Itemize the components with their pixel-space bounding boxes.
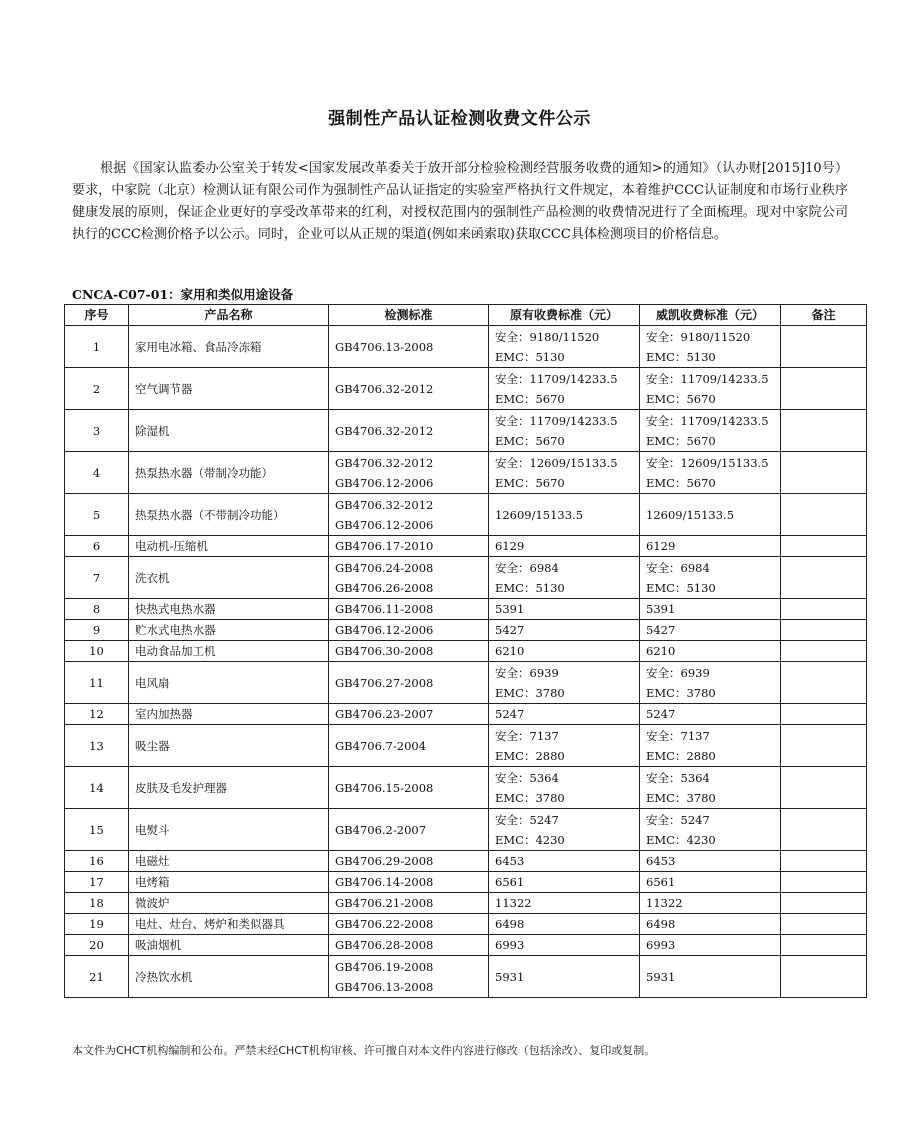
footer-notice: 本文件为CHCT机构编制和公布。严禁未经CHCT机构审核、许可擅自对本文件内容进行修改（包括涂改）、复印或复制。 [72,1044,656,1057]
table-row [65,620,867,641]
test-standard-line: GB4706.32-2012 [335,381,434,396]
weikai-fee [640,557,781,599]
original-fee-line: 安全：12609/15133.5 [495,455,618,470]
note [781,893,867,914]
test-standard-line: GB4706.29-2008 [335,854,434,868]
original-fee-line: EMC：5670 [495,391,565,406]
weikai-fee-line: 5247 [646,707,676,721]
original-fee-line: EMC：5130 [495,580,565,595]
table-row [65,662,867,704]
note [781,536,867,557]
test-standard [329,725,489,767]
header-original-fee: 原有收费标准（元） [489,305,640,326]
product-name: 除湿机 [129,410,329,452]
test-standard-line: GB4706.12-2006 [335,475,434,490]
weikai-fee-line: 安全：9180/11520 [646,329,751,344]
weikai-fee-line: 12609/15133.5 [646,507,735,522]
row-number: 21 [65,956,129,998]
test-standard-line: GB4706.24-2008 [335,560,434,575]
original-fee [489,767,640,809]
test-standard [329,893,489,914]
note [781,914,867,935]
test-standard-line: GB4706.21-2008 [335,896,434,910]
product-name: 洗衣机 [129,557,329,599]
table-row [65,893,867,914]
test-standard [329,557,489,599]
weikai-fee-line: 安全：11709/14233.5 [646,371,769,386]
weikai-fee-line: EMC：5670 [646,433,716,448]
test-standard-line: GB4706.28-2008 [335,938,434,952]
product-name: 电灶、灶台、烤炉和类似器具 [129,914,329,935]
table-row [65,872,867,893]
table-row [65,326,867,368]
original-fee-line: EMC：3780 [495,790,565,805]
test-standard-line: GB4706.30-2008 [335,644,434,658]
weikai-fee-line: 11322 [646,896,683,910]
original-fee [489,557,640,599]
weikai-fee-line: 安全：7137 [646,728,710,743]
weikai-fee-line: 5931 [646,969,676,984]
test-standard [329,956,489,998]
original-fee-line: 12609/15133.5 [495,507,584,522]
weikai-fee-line: 安全：6939 [646,665,710,680]
weikai-fee [640,809,781,851]
weikai-fee [640,326,781,368]
test-standard [329,536,489,557]
test-standard-line: GB4706.22-2008 [335,917,434,931]
table-row [65,599,867,620]
weikai-fee [640,935,781,956]
note [781,410,867,452]
test-standard [329,662,489,704]
row-number: 5 [65,494,129,536]
product-name: 冷热饮水机 [129,956,329,998]
test-standard [329,368,489,410]
weikai-fee-line: EMC：2880 [646,748,716,763]
note [781,620,867,641]
product-name: 电烤箱 [129,872,329,893]
original-fee [489,956,640,998]
table-row [65,536,867,557]
weikai-fee [640,620,781,641]
table-row [65,767,867,809]
original-fee-line: EMC：5670 [495,433,565,448]
row-number: 3 [65,410,129,452]
original-fee [489,662,640,704]
weikai-fee [640,767,781,809]
original-fee [489,935,640,956]
note [781,809,867,851]
weikai-fee [640,536,781,557]
original-fee-line: 安全：5247 [495,812,559,827]
weikai-fee [640,452,781,494]
test-standard [329,704,489,725]
table-row [65,557,867,599]
product-name: 热泵热水器（不带制冷功能） [129,494,329,536]
note [781,557,867,599]
row-number: 12 [65,704,129,725]
table-row [65,494,867,536]
original-fee-line: 6498 [495,917,525,931]
test-standard-line: GB4706.32-2012 [335,455,434,470]
table-row [65,410,867,452]
test-standard-line: GB4706.2-2007 [335,822,427,837]
row-number: 6 [65,536,129,557]
original-fee-line: 5391 [495,602,525,616]
test-standard [329,851,489,872]
header-weikai-fee: 威凯收费标准（元） [640,305,781,326]
original-fee-line: 6453 [495,854,525,868]
table-row [65,641,867,662]
row-number: 1 [65,326,129,368]
original-fee [489,641,640,662]
product-name: 皮肤及毛发护理器 [129,767,329,809]
product-name: 空气调节器 [129,368,329,410]
test-standard-line: GB4706.7-2004 [335,738,427,753]
row-number: 14 [65,767,129,809]
product-name: 电动机-压缩机 [129,536,329,557]
note [781,452,867,494]
weikai-fee [640,872,781,893]
weikai-fee-line: EMC：3780 [646,790,716,805]
original-fee-line: EMC：5130 [495,349,565,364]
original-fee [489,704,640,725]
weikai-fee-line: 6129 [646,539,676,553]
test-standard-line: GB4706.27-2008 [335,675,434,690]
product-name: 家用电冰箱、食品冷冻箱 [129,326,329,368]
original-fee-line: 安全：11709/14233.5 [495,371,618,386]
original-fee-line: 安全：5364 [495,770,559,785]
test-standard-line: GB4706.32-2012 [335,497,434,512]
weikai-fee [640,704,781,725]
weikai-fee-line: 6453 [646,854,676,868]
row-number: 10 [65,641,129,662]
note [781,704,867,725]
weikai-fee-line: EMC：5130 [646,349,716,364]
test-standard [329,620,489,641]
test-standard-line: GB4706.13-2008 [335,339,434,354]
original-fee [489,872,640,893]
table-row [65,809,867,851]
row-number: 16 [65,851,129,872]
original-fee [489,851,640,872]
test-standard-line: GB4706.13-2008 [335,979,434,994]
original-fee [489,599,640,620]
note [781,368,867,410]
test-standard [329,872,489,893]
row-number: 4 [65,452,129,494]
weikai-fee-line: EMC：3780 [646,685,716,700]
test-standard-line: GB4706.12-2006 [335,623,434,637]
row-number: 19 [65,914,129,935]
table-row [65,452,867,494]
test-standard [329,767,489,809]
original-fee [489,494,640,536]
weikai-fee-line: EMC：5670 [646,391,716,406]
test-standard-line: GB4706.15-2008 [335,780,434,795]
test-standard-line: GB4706.11-2008 [335,602,434,616]
original-fee-line: 安全：9180/11520 [495,329,600,344]
test-standard-line: GB4706.32-2012 [335,423,434,438]
test-standard [329,410,489,452]
header-no: 序号 [65,305,129,326]
header-note: 备注 [781,305,867,326]
original-fee [489,893,640,914]
test-standard-line: GB4706.26-2008 [335,580,434,595]
product-name: 电磁灶 [129,851,329,872]
original-fee-line: 5247 [495,707,525,721]
test-standard [329,494,489,536]
weikai-fee [640,725,781,767]
table-row [65,935,867,956]
table-header-row [65,305,867,326]
product-name: 吸尘器 [129,725,329,767]
original-fee-line: EMC：3780 [495,685,565,700]
test-standard-line: GB4706.17-2010 [335,539,434,553]
original-fee-line: EMC：5670 [495,475,565,490]
original-fee-line: 5427 [495,623,525,637]
row-number: 2 [65,368,129,410]
test-standard-line: GB4706.12-2006 [335,517,434,532]
product-name: 快热式电热水器 [129,599,329,620]
original-fee-line: 6129 [495,539,525,553]
table-row [65,368,867,410]
weikai-fee-line: EMC：4230 [646,832,716,847]
header-product-name: 产品名称 [129,305,329,326]
row-number: 20 [65,935,129,956]
original-fee [489,368,640,410]
weikai-fee-line: 安全：11709/14233.5 [646,413,769,428]
fee-table [64,304,867,998]
weikai-fee [640,893,781,914]
test-standard [329,809,489,851]
row-number: 17 [65,872,129,893]
row-number: 18 [65,893,129,914]
original-fee [489,452,640,494]
original-fee-line: EMC：4230 [495,832,565,847]
test-standard [329,326,489,368]
original-fee [489,809,640,851]
product-name: 电风扇 [129,662,329,704]
original-fee-line: 6561 [495,875,525,889]
header-test-standard: 检测标准 [329,305,489,326]
note [781,956,867,998]
weikai-fee [640,599,781,620]
original-fee [489,620,640,641]
table-row [65,725,867,767]
note [781,494,867,536]
original-fee [489,326,640,368]
row-number: 13 [65,725,129,767]
weikai-fee-line: EMC：5130 [646,580,716,595]
test-standard [329,641,489,662]
table-body [65,326,867,998]
intro-paragraph: 根据《国家认监委办公室关于转发<国家发展改革委关于放开部分检验检测经营服务收费的通知>的通知》（认办财[2015]10号）要求，中家院（北京）检测认证有限公司作为强制性产品认证指定的实验室严格执行文件规定，本着维护CCC认证制度和市场行业秩序健康发展的原则，保证企业更好的享受改革带来的红利，对授权范围内的强制性产品检测的收费情况进行了全面梳理。现对中家院公司执行的CCC检测价格予以公示。同时，企业可以从正规的渠道(例如来函索取)获取CCC具体检测项目的价格信息。 [72,161,848,242]
note [781,767,867,809]
product-name: 微波炉 [129,893,329,914]
weikai-fee-line: 6993 [646,938,676,952]
weikai-fee [640,410,781,452]
weikai-fee-line: 5391 [646,602,676,616]
table-row [65,956,867,998]
original-fee-line: 安全：6984 [495,560,559,575]
original-fee-line: 6993 [495,938,525,952]
product-name: 室内加热器 [129,704,329,725]
table-row [65,704,867,725]
table-row [65,914,867,935]
page-title: 强制性产品认证检测收费文件公示 [328,109,591,129]
test-standard-line: GB4706.14-2008 [335,875,434,889]
weikai-fee [640,494,781,536]
original-fee-line: EMC：2880 [495,748,565,763]
test-standard [329,935,489,956]
weikai-fee-line: 安全：5247 [646,812,710,827]
row-number: 15 [65,809,129,851]
weikai-fee-line: EMC：5670 [646,475,716,490]
note [781,935,867,956]
weikai-fee-line: 安全：6984 [646,560,710,575]
original-fee-line: 安全：6939 [495,665,559,680]
weikai-fee [640,914,781,935]
original-fee-line: 5931 [495,969,525,984]
original-fee [489,725,640,767]
table-row [65,851,867,872]
product-name: 电动食品加工机 [129,641,329,662]
note [781,326,867,368]
weikai-fee [640,368,781,410]
weikai-fee [640,956,781,998]
weikai-fee-line: 6561 [646,875,676,889]
weikai-fee-line: 安全：12609/15133.5 [646,455,769,470]
test-standard [329,914,489,935]
weikai-fee-line: 5427 [646,623,676,637]
note [781,851,867,872]
test-standard-line: GB4706.19-2008 [335,959,434,974]
note [781,725,867,767]
weikai-fee-line: 6210 [646,644,676,658]
weikai-fee [640,851,781,872]
original-fee-line: 安全：11709/14233.5 [495,413,618,428]
original-fee [489,914,640,935]
weikai-fee [640,641,781,662]
original-fee [489,536,640,557]
test-standard [329,452,489,494]
product-name: 吸油烟机 [129,935,329,956]
note [781,872,867,893]
row-number: 8 [65,599,129,620]
note [781,599,867,620]
original-fee-line: 11322 [495,896,532,910]
row-number: 7 [65,557,129,599]
test-standard [329,599,489,620]
weikai-fee [640,662,781,704]
weikai-fee-line: 6498 [646,917,676,931]
note [781,662,867,704]
row-number: 11 [65,662,129,704]
test-standard-line: GB4706.23-2007 [335,707,434,721]
original-fee-line: 安全：7137 [495,728,559,743]
product-name: 电熨斗 [129,809,329,851]
product-name: 贮水式电热水器 [129,620,329,641]
section-heading: CNCA-C07-01：家用和类似用途设备 [72,287,294,302]
weikai-fee-line: 安全：5364 [646,770,710,785]
product-name: 热泵热水器（带制冷功能） [129,452,329,494]
original-fee-line: 6210 [495,644,525,658]
original-fee [489,410,640,452]
row-number: 9 [65,620,129,641]
note [781,641,867,662]
